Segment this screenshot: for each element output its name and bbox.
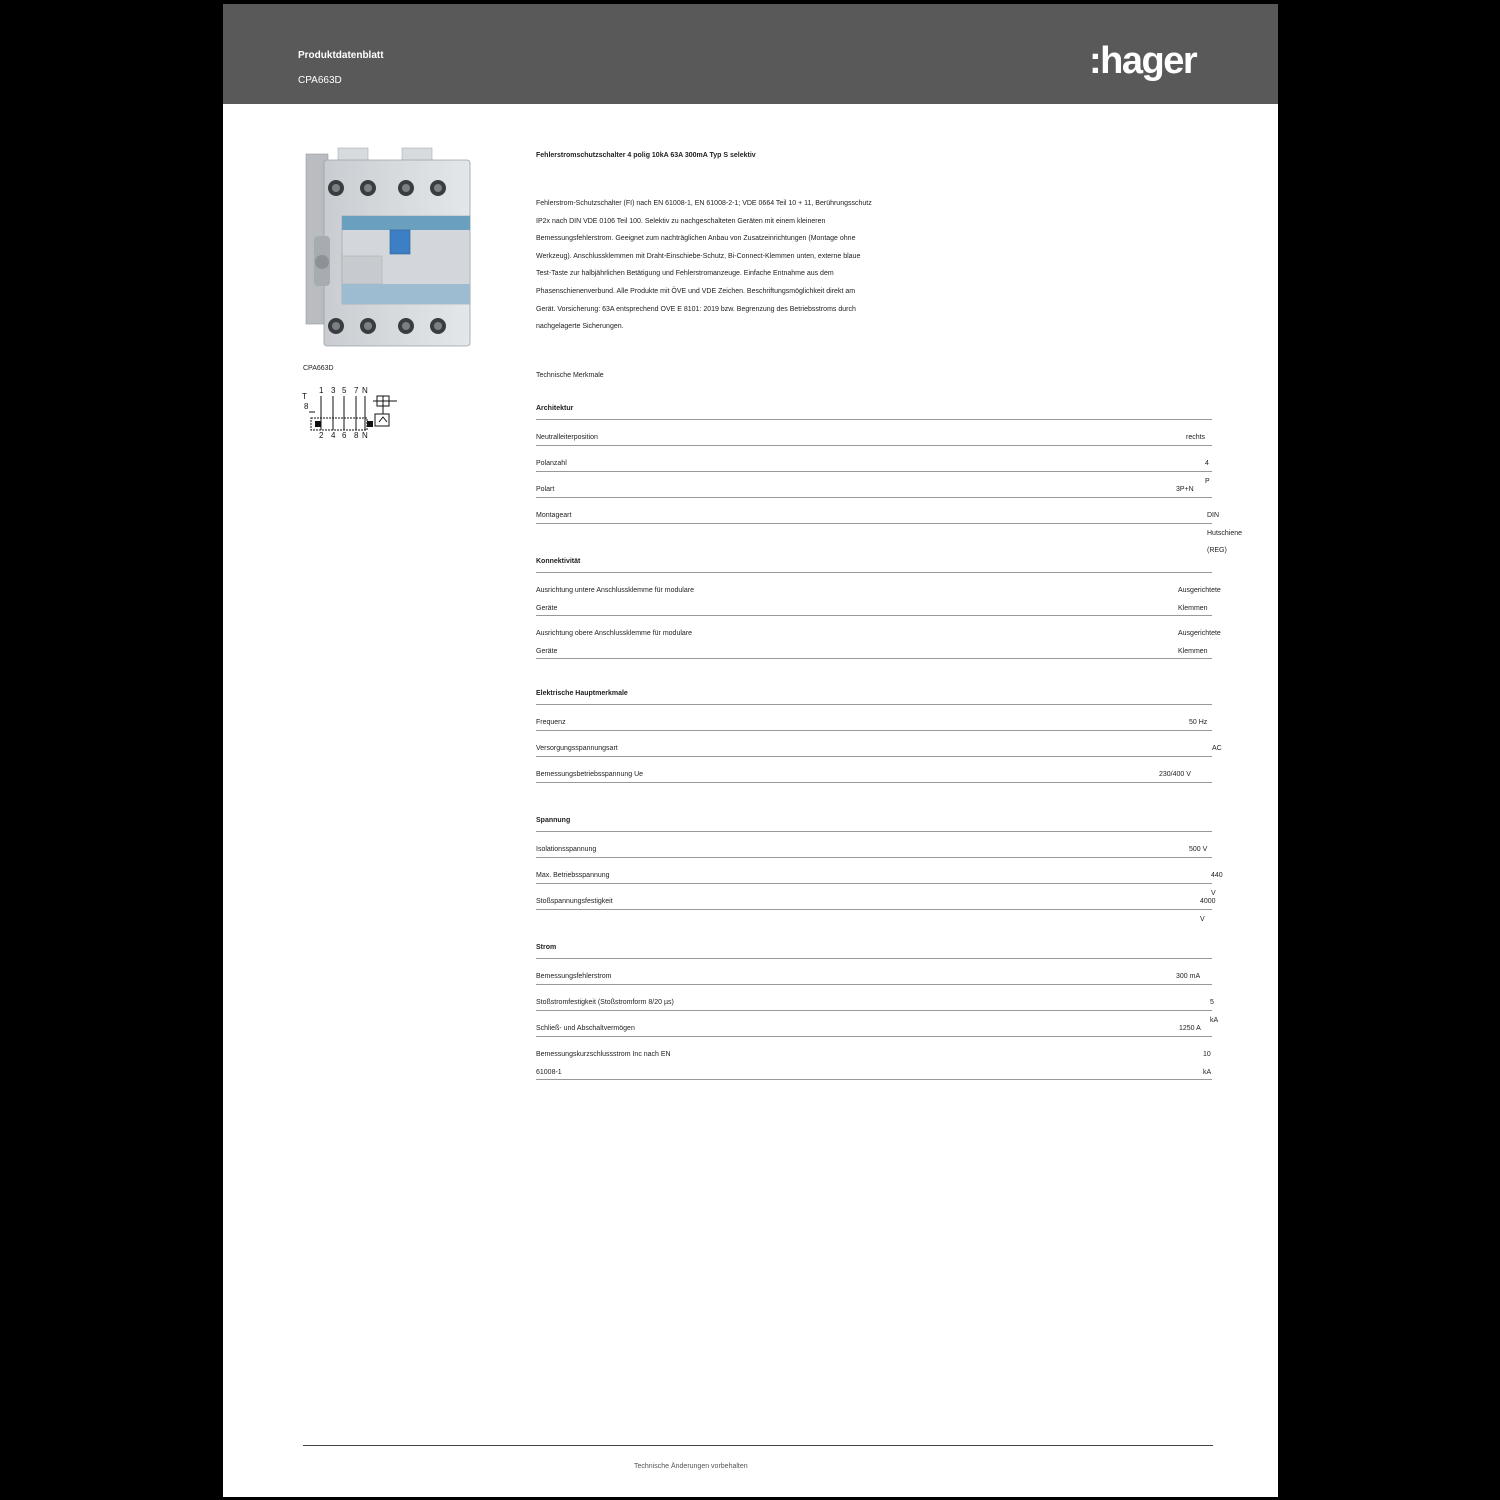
spec-label (536, 841, 596, 859)
spec-section (536, 690, 1222, 783)
spec-label-line: Isolationsspannung (536, 846, 597, 853)
spec-value: 3P+N (1176, 486, 1194, 493)
spec-label-line: Bemessungsfehlerstrom (536, 973, 612, 980)
spec-label-line: 61008-1 (536, 1068, 562, 1076)
spec-value: 230/400 V (1159, 771, 1191, 778)
product-description (536, 195, 872, 336)
spec-label-line: Neutralleiterposition (536, 434, 598, 441)
spec-label (536, 582, 694, 617)
spec-row (536, 884, 1216, 923)
description-line: Phasenschienenverbund. Alle Produkte mit ÖVE und VDE Zeichen. Beschriftungsmöglichkeit direkt am (536, 287, 856, 295)
spec-row (536, 616, 1221, 659)
schematic-bottom-4: 4 (331, 431, 336, 440)
footer-note: Technische Änderungen vorbehalten (634, 1463, 748, 1470)
spec-value: 5 kA (1210, 999, 1219, 1024)
spec-row (536, 420, 1212, 446)
schematic-bottom-6: 6 (342, 431, 347, 440)
spec-value: AC (1212, 745, 1222, 752)
spec-value: 10 kA (1203, 1051, 1212, 1076)
spec-label-line: Stoßstromfestigkeit (Stoßstromform 8/20 µs) (536, 999, 674, 1006)
spec-label (536, 455, 567, 473)
spec-label-line: Bemessungskurzschlussstrom Inc nach EN (536, 1051, 671, 1058)
spec-label-line: Frequenz (536, 719, 566, 726)
schematic-bottom-8: 8 (354, 431, 359, 440)
document-title: Produktdatenblatt (298, 50, 384, 61)
description-line: Gerät. Vorsicherung: 63A entsprechend OVE E 8101: 2019 bzw. Begrenzung des Betriebsstroms durch (536, 305, 856, 313)
spec-label-line: Ausrichtung untere Anschlussklemme für modulare (536, 587, 694, 594)
product-description-title: Fehlerstromschutzschalter 4 polig 10kA 63A 300mA Typ S selektiv (536, 152, 756, 159)
spec-section-title: Konnektivität (536, 558, 1212, 573)
spec-label-line: Ausrichtung obere Anschlussklemme für modulare (536, 630, 693, 637)
spec-label (536, 740, 618, 758)
description-line: IP2x nach DIN VDE 0106 Teil 100. Selektiv zu nachgeschalteten Geräten mit einem kleineren (536, 217, 826, 225)
technical-features-heading: Technische Merkmale (536, 372, 604, 379)
image-caption: CPA663D (303, 365, 334, 372)
spec-label (536, 507, 571, 525)
spec-label-line: Polanzahl (536, 460, 567, 467)
description-line: Fehlerstrom-Schutzschalter (FI) nach EN 61008-1, EN 61008-2-1; VDE 0664 Teil 10 + 11, Berührungsschutz (536, 200, 872, 207)
schematic-bottom-2: 2 (319, 431, 324, 440)
spec-row (536, 832, 1212, 858)
spec-label-line: Bemessungsbetriebsspannung Ue (536, 771, 644, 778)
spec-value: rechts (1186, 434, 1206, 441)
spec-section-title: Spannung (536, 817, 1212, 832)
schematic-bottom-n: N (362, 431, 368, 440)
spec-label (536, 1020, 635, 1038)
spec-label (536, 893, 613, 911)
spec-label-line: Montageart (536, 512, 572, 519)
circuit-schematic (301, 384, 401, 440)
spec-row (536, 1037, 1212, 1080)
spec-row (536, 573, 1221, 616)
spec-label (536, 481, 554, 499)
datasheet-page (223, 4, 1278, 1497)
schematic-top-n: N (362, 386, 368, 395)
spec-label (536, 867, 610, 885)
spec-value: 1250 A (1179, 1025, 1201, 1032)
spec-value: 300 mA (1176, 973, 1201, 980)
spec-label (536, 429, 598, 447)
schematic-top-7: 7 (354, 386, 359, 395)
spec-section-title: Elektrische Hauptmerkmale (536, 690, 1212, 705)
schematic-top-1: 1 (319, 386, 324, 395)
spec-row (536, 959, 1212, 985)
spec-section-title: Architektur (536, 405, 1212, 420)
spec-label-line: Stoßspannungsfestigkeit (536, 898, 613, 905)
spec-label-line: Geräte (536, 647, 558, 655)
spec-row (536, 858, 1223, 897)
page-header (223, 4, 1278, 104)
spec-value: Ausgerichtete Klemmen (1178, 630, 1221, 655)
description-line: Bemessungsfehlerstrom. Geeignet zum nachträglichen Anbau von Zusatzeinrichtungen (Montage ohne (536, 235, 856, 243)
spec-row (536, 731, 1222, 757)
schematic-top-5: 5 (342, 386, 347, 395)
spec-label-line: Polart (536, 486, 555, 493)
spec-value: 4 P (1205, 460, 1210, 485)
spec-label (536, 1046, 671, 1081)
spec-section (536, 405, 1243, 554)
spec-label (536, 994, 674, 1012)
spec-row (536, 446, 1212, 485)
spec-value: 440 V (1211, 872, 1223, 897)
spec-row (536, 472, 1212, 498)
spec-section-title: Strom (536, 944, 1212, 959)
spec-value: DIN Hutschiene (REG) (1207, 512, 1243, 554)
footer-divider (303, 1445, 1213, 1446)
spec-label-line: Versorgungsspannungsart (536, 745, 618, 752)
spec-section (536, 558, 1221, 659)
spec-row (536, 757, 1212, 783)
spec-row (536, 498, 1243, 554)
product-code: CPA663D (298, 75, 342, 86)
schematic-label-t-n: 8 (304, 402, 309, 411)
description-line: nachgelagerte Sicherungen. (536, 323, 624, 331)
spec-label (536, 968, 611, 986)
spec-value: 4000 V (1200, 898, 1216, 923)
spec-value: Ausgerichtete Klemmen (1178, 587, 1221, 612)
hager-logo: :hager (1089, 40, 1197, 82)
spec-row (536, 1011, 1212, 1037)
spec-section (536, 817, 1223, 923)
spec-label (536, 714, 566, 732)
spec-value: 500 V (1189, 846, 1208, 853)
spec-row (536, 705, 1212, 731)
spec-label (536, 625, 692, 660)
spec-row (536, 985, 1219, 1024)
spec-label-line: Max. Betriebsspannung (536, 872, 610, 879)
spec-label-line: Schließ- und Abschaltvermögen (536, 1025, 635, 1032)
spec-label-line: Geräte (536, 604, 558, 612)
product-photo (302, 144, 492, 354)
schematic-label-t: T (302, 392, 307, 401)
spec-label (536, 766, 643, 784)
description-line: Test-Taste zur halbjährlichen Betätigung und Fehlerstromanzeuge. Einfache Entnahme aus dem (536, 270, 834, 278)
description-line: Werkzeug). Anschlussklemmen mit Draht-Einschiebe-Schutz, Bi-Connect-Klemmen unten, externe blaue (536, 252, 861, 260)
spec-value: 50 Hz (1189, 719, 1208, 726)
schematic-top-3: 3 (331, 386, 336, 395)
spec-section (536, 944, 1219, 1080)
